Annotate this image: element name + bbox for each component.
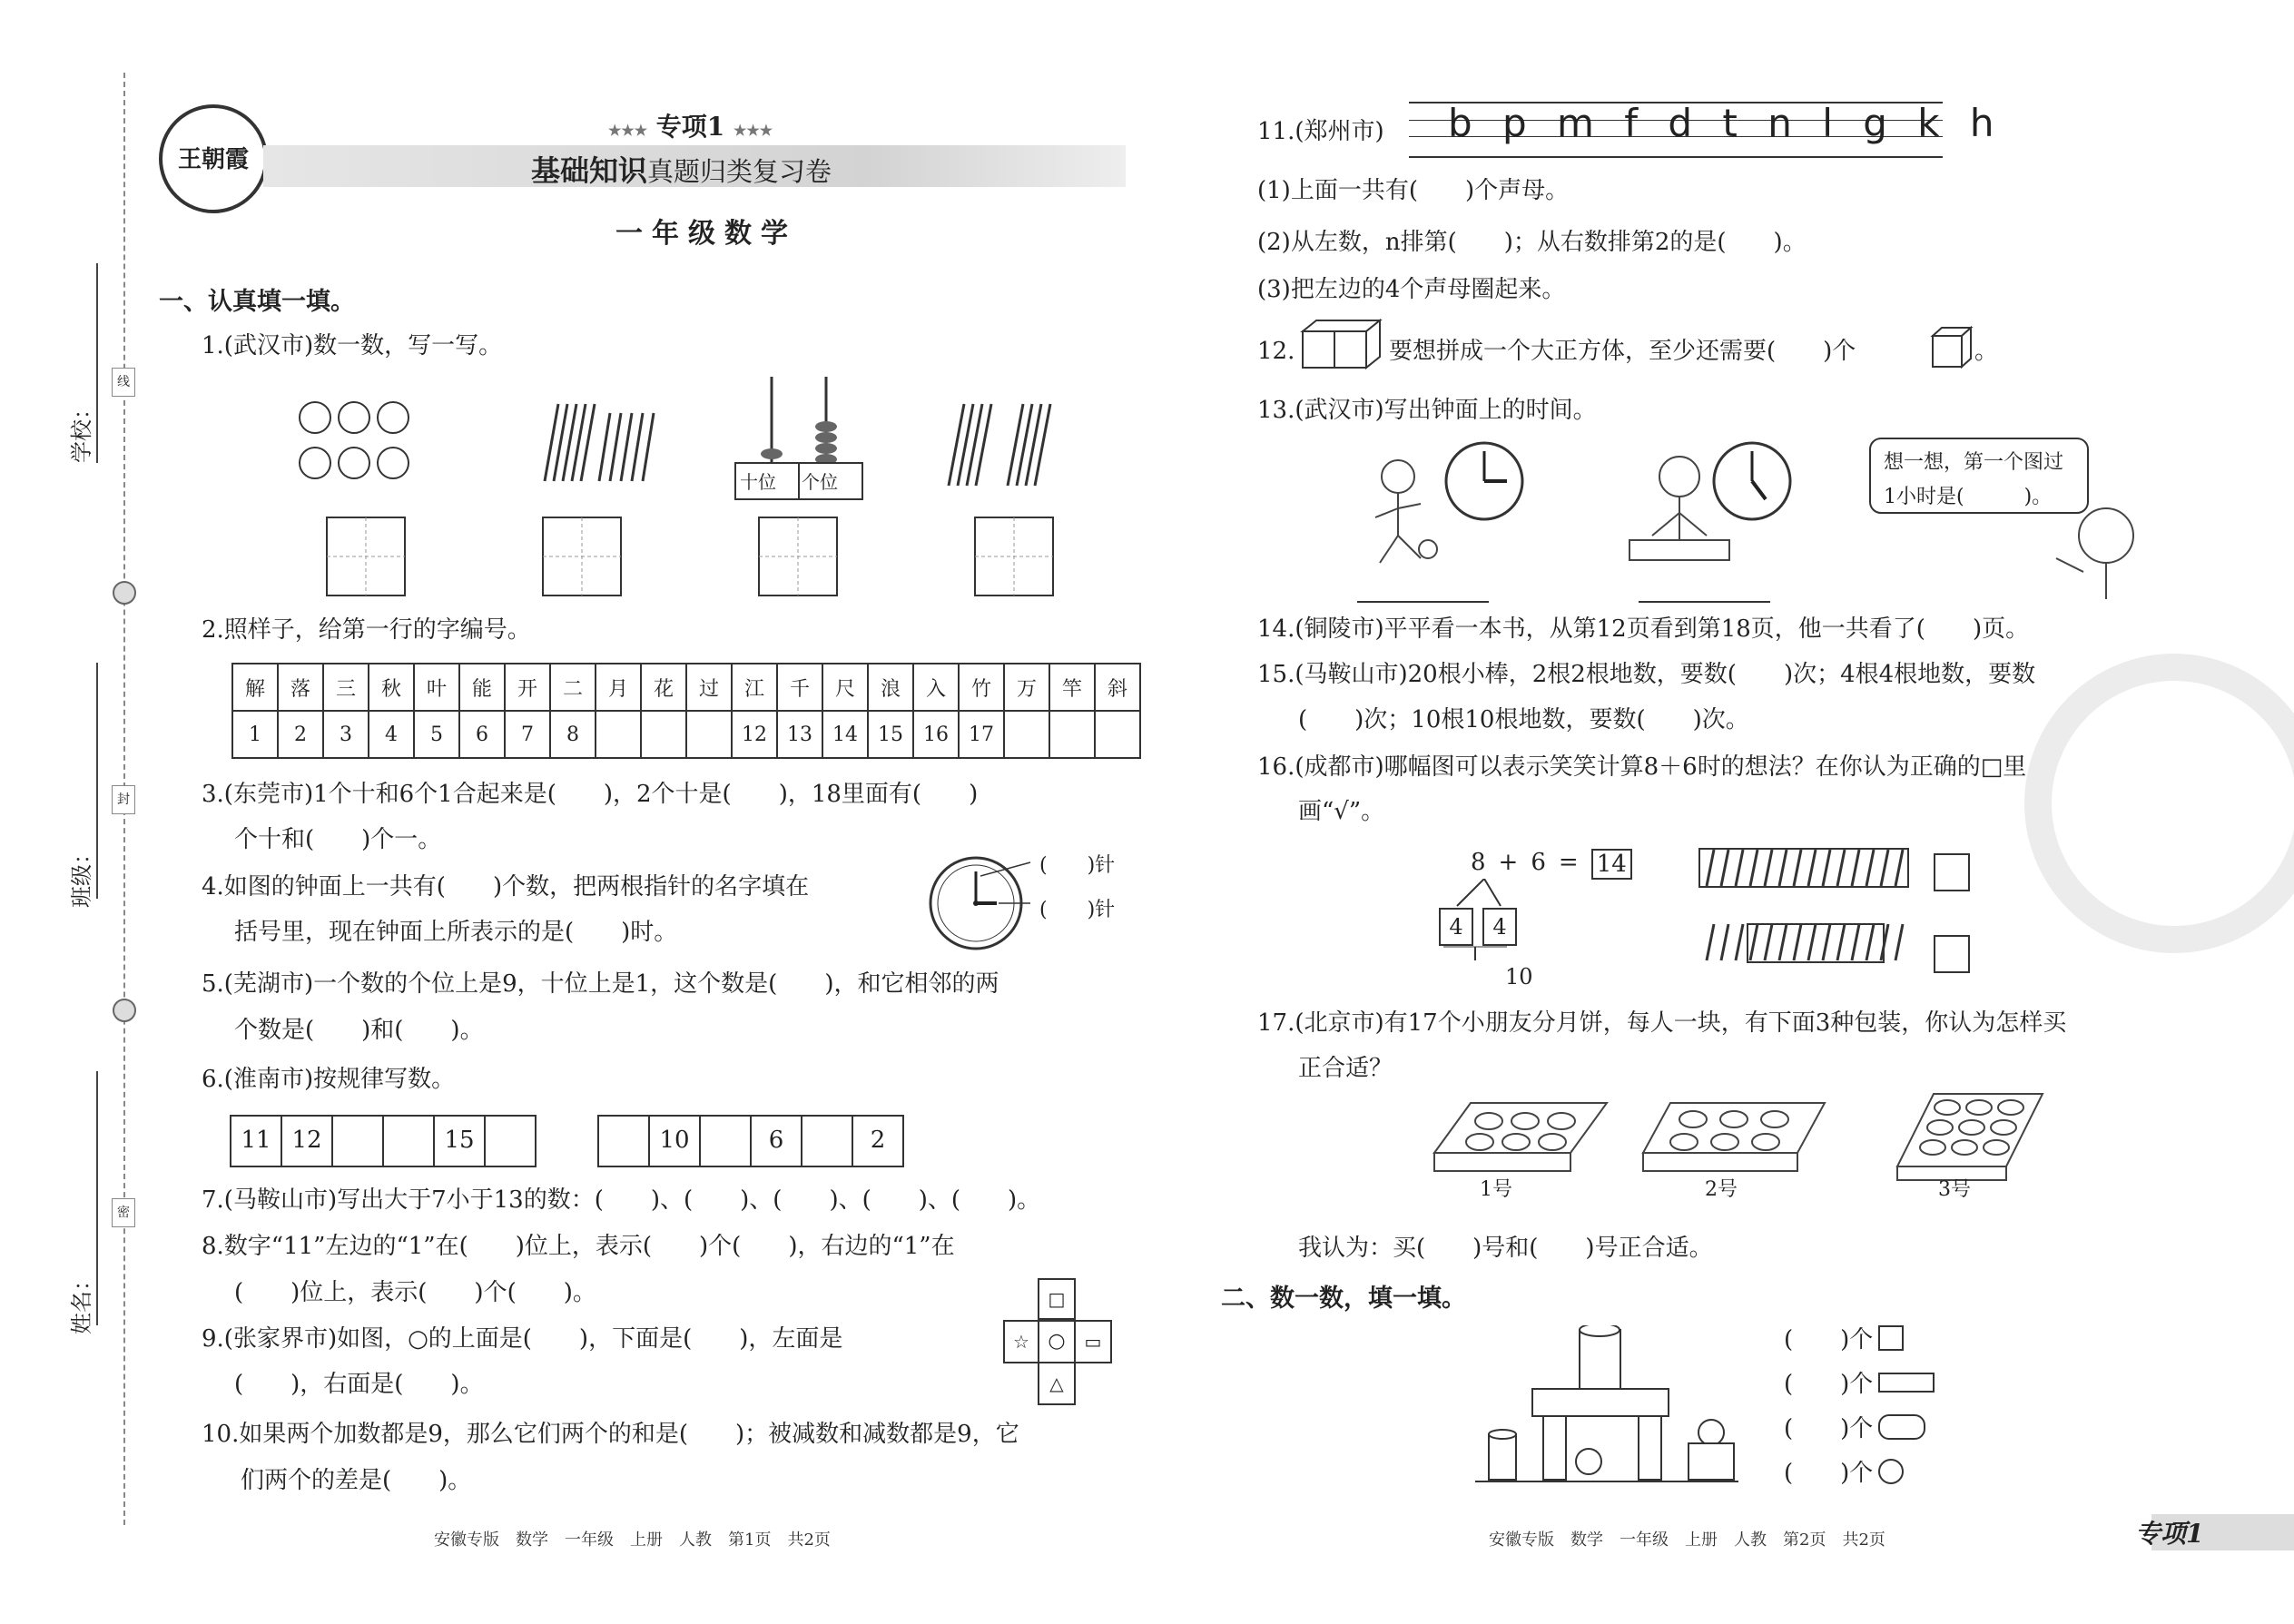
- title-bold: 基础知识: [531, 153, 648, 188]
- stick-mark: [1736, 850, 1743, 886]
- count-row-sphere: [1784, 1454, 1904, 1488]
- stick-mark: [1866, 850, 1874, 886]
- sticks-bundle-icon: [545, 404, 654, 481]
- clock-pointer-lines: [980, 858, 1035, 912]
- char-cell: 秋: [369, 664, 414, 711]
- char-cell: 斜: [1095, 664, 1140, 711]
- sequence-cell: 2: [852, 1115, 904, 1167]
- numbers-row: [232, 711, 1140, 758]
- class-label: 班级：: [69, 842, 94, 908]
- boy-playing-soccer-icon: [1375, 460, 1437, 563]
- stick-mark: [1823, 850, 1830, 886]
- question-9-line-1: 9.(张家界市)如图，○的上面是( )，下面是( )，左面是: [202, 1325, 843, 1353]
- stick-mark: [1765, 924, 1772, 960]
- shape-top: □: [1038, 1278, 1076, 1320]
- question-5-line-2: 个数是( )和( )。: [234, 1017, 484, 1044]
- question-17-answer: 我认为：买( )号和( )号正合适。: [1298, 1235, 1713, 1262]
- right-footer: 安徽专版 数学 一年级 上册 人教 第2页 共2页: [1489, 1530, 1885, 1550]
- cube-icon: [1929, 325, 1974, 370]
- stars-right: ★★★: [733, 122, 773, 139]
- stick-mark: [1808, 924, 1816, 960]
- sequence-cell: 10: [648, 1115, 701, 1167]
- cube-icon: [1878, 1325, 1904, 1351]
- page-title: [531, 148, 832, 190]
- special-tag-label: 专项1: [655, 112, 725, 142]
- sequence-cell[interactable]: [699, 1115, 752, 1167]
- number-cell[interactable]: [596, 711, 641, 758]
- shape-cross-diagram: [1003, 1278, 1112, 1409]
- school-line: [96, 263, 98, 463]
- question-6: 6.(淮南市)按规律写数。: [202, 1066, 456, 1093]
- character-number-table: [231, 663, 1141, 759]
- sequence-cell[interactable]: [382, 1115, 435, 1167]
- name-label: 姓名：: [69, 1269, 94, 1334]
- shape-left: ☆: [1003, 1320, 1039, 1363]
- shape-center: ○: [1038, 1320, 1076, 1363]
- two-cubes-icon: [1298, 318, 1389, 372]
- stick-mark: [1837, 924, 1845, 960]
- question-1: 1.(武汉市)数一数，写一写。: [202, 332, 503, 359]
- char-cell: 能: [459, 664, 505, 711]
- clock-icon-1: [1446, 443, 1522, 519]
- sticks-diagram: [1698, 844, 1915, 980]
- number-cell: 6: [459, 711, 505, 758]
- seal-mark-line: 线: [112, 368, 135, 397]
- stick-mark: [1750, 850, 1757, 886]
- clock-hand-label-2: ( )针: [1039, 899, 1116, 921]
- eq-equals: =: [1558, 849, 1579, 876]
- sequence-cell: 12: [281, 1115, 333, 1167]
- char-cell: 二: [550, 664, 596, 711]
- eq-plus: +: [1498, 849, 1519, 876]
- stick-mark: [1895, 850, 1903, 886]
- number-cell[interactable]: [1004, 711, 1049, 758]
- question-10-line-2: 们两个的差是( )。: [241, 1467, 472, 1494]
- binding-hole-icon: [113, 581, 136, 605]
- section-1-heading: 一、认真填一填。: [159, 288, 355, 316]
- stick-mark: [1707, 850, 1714, 886]
- seal-mark-secret: 密: [112, 1198, 135, 1227]
- cylinder-icon: [1878, 1414, 1925, 1440]
- answer-box-1[interactable]: [1934, 853, 1970, 891]
- char-cell: 落: [278, 664, 323, 711]
- question-2: 2.照样子，给第一行的字编号。: [202, 616, 531, 644]
- name-line: [96, 1071, 98, 1325]
- stick-mark: [1750, 924, 1757, 960]
- char-cell: 花: [641, 664, 686, 711]
- char-cell: 过: [686, 664, 732, 711]
- bubble-text-2: 1小时是( )。: [1884, 486, 2053, 508]
- char-cell: 浪: [868, 664, 913, 711]
- answer-box-2[interactable]: [1934, 935, 1970, 973]
- char-cell: 解: [232, 664, 278, 711]
- abacus-tens-label: 十位: [740, 471, 776, 493]
- peaches-icon: [300, 402, 409, 478]
- eq-a: 8: [1471, 849, 1486, 876]
- question-12-end: 。: [1974, 338, 1999, 365]
- number-cell: 1: [232, 711, 278, 758]
- number-cell: 14: [822, 711, 868, 758]
- question-3-line-2: 个十和( )个一。: [234, 826, 442, 853]
- logo-text: 王朝霞: [177, 146, 249, 173]
- shape-right: ▭: [1074, 1320, 1112, 1363]
- class-line: [96, 663, 98, 899]
- char-cell: 月: [596, 664, 641, 711]
- char-cell: 千: [777, 664, 822, 711]
- sequence-cell: 11: [230, 1115, 282, 1167]
- sequence-cell[interactable]: [484, 1115, 537, 1167]
- question-13: 13.(武汉市)写出钟面上的时间。: [1257, 397, 1597, 424]
- number-cell: 15: [868, 711, 913, 758]
- stick-mark: [1837, 850, 1845, 886]
- q1-illustrations: [281, 372, 1098, 608]
- block-structure-icon: [1471, 1325, 1743, 1498]
- stick-mark: [1852, 924, 1859, 960]
- eq-result: 14: [1591, 849, 1632, 880]
- sequence-cell[interactable]: [331, 1115, 384, 1167]
- number-cell: 4: [369, 711, 414, 758]
- char-cell: 入: [913, 664, 959, 711]
- chars-row: [232, 664, 1140, 711]
- binding-hole-icon: [113, 999, 136, 1022]
- char-cell: 开: [505, 664, 550, 711]
- number-cell[interactable]: [1095, 711, 1140, 758]
- stick-mark: [1823, 924, 1830, 960]
- number-cell: 2: [278, 711, 323, 758]
- question-11-part-3: (3)把左边的4个声母圈起来。: [1257, 276, 1566, 303]
- question-15-line-2: ( )次；10根10根地数，要数( )次。: [1298, 706, 1749, 733]
- number-cell: 7: [505, 711, 550, 758]
- title-rest: 真题归类复习卷: [647, 156, 832, 187]
- number-cell[interactable]: [1049, 711, 1095, 758]
- question-8-line-2: ( )位上，表示( )个( )。: [234, 1279, 596, 1306]
- count-label: ( )个: [1784, 1415, 1874, 1442]
- boy-thinking-icon: [2056, 508, 2133, 599]
- stick-mark: [1808, 850, 1816, 886]
- number-cell: 13: [777, 711, 822, 758]
- question-8-line-1: 8.数字“11”左边的“1”在( )位上，表示( )个( )，右边的“1”在: [202, 1233, 955, 1260]
- count-label: ( )个: [1784, 1371, 1874, 1398]
- stick-mark: [1736, 924, 1743, 960]
- question-3-line-1: 3.(东莞市)1个十和6个1合起来是( )，2个十是( )，18里面有( ): [202, 781, 979, 808]
- number-cell: 3: [323, 711, 369, 758]
- corner-tag: 专项1: [2135, 1519, 2204, 1549]
- number-cell: 12: [732, 711, 777, 758]
- char-cell: 江: [732, 664, 777, 711]
- question-11-part-2: (2)从左数，n排第( )；从右数排第2的是( )。: [1257, 229, 1807, 256]
- sequence-row-2: [599, 1115, 904, 1167]
- special-tag: [608, 107, 773, 143]
- clock-icon-2: [1714, 443, 1790, 519]
- watermark-seal: [2024, 654, 2294, 953]
- box-label-2: 2号: [1705, 1178, 1738, 1201]
- stick-mark: [1794, 924, 1801, 960]
- sphere-icon: [1878, 1459, 1904, 1484]
- school-label: 学校：: [69, 398, 94, 463]
- question-12-text: 要想拼成一个大正方体，至少还需要( )个: [1389, 338, 1856, 365]
- section-2-heading: 二、数一数，填一填。: [1221, 1284, 1466, 1313]
- mooncake-box-2: [1643, 1103, 1825, 1171]
- subject-title: 一年级数学: [615, 218, 797, 250]
- cuboid-icon: [1878, 1373, 1935, 1393]
- char-cell: 叶: [414, 664, 459, 711]
- mooncake-box-1: [1434, 1103, 1607, 1171]
- eq-b: 6: [1531, 849, 1546, 876]
- stars-left: ★★★: [608, 122, 648, 139]
- question-11-part-1: (1)上面一共有( )个声母。: [1257, 177, 1570, 204]
- char-cell: 竹: [959, 664, 1004, 711]
- count-row-cube: [1784, 1321, 1904, 1354]
- question-14: 14.(铜陵市)平平看一本书，从第12页看到第18页，他一共看了( )页。: [1257, 615, 2030, 643]
- stick-mark: [1895, 924, 1903, 960]
- stick-mark: [1881, 850, 1888, 886]
- number-cell: 17: [959, 711, 1004, 758]
- sequence-cell[interactable]: [597, 1115, 650, 1167]
- count-row-cuboid: [1784, 1365, 1935, 1399]
- split-box-2: 4: [1482, 908, 1517, 946]
- two-bundles-icon: [949, 404, 1050, 486]
- box-label-3: 3号: [1938, 1178, 1971, 1201]
- stick-mark: [1721, 850, 1728, 886]
- number-cell: 16: [913, 711, 959, 758]
- char-cell: 尺: [822, 664, 868, 711]
- number-cell[interactable]: [641, 711, 686, 758]
- abacus-ones-label: 个位: [802, 471, 838, 493]
- stick-mark: [1707, 924, 1714, 960]
- sequence-cell: 15: [433, 1115, 486, 1167]
- sequence-cell[interactable]: [801, 1115, 853, 1167]
- char-cell: 三: [323, 664, 369, 711]
- question-4-line-1: 4.如图的钟面上一共有( )个数，把两根指针的名字填在: [202, 873, 810, 901]
- stick-mark: [1779, 924, 1787, 960]
- number-cell: 5: [414, 711, 459, 758]
- seal-mark-seal: 封: [112, 785, 135, 814]
- question-7: 7.(马鞍山市)写出大于7小于13的数：( )、( )、( )、( )、( )。: [202, 1186, 1041, 1214]
- count-row-cylinder: [1784, 1410, 1925, 1443]
- pinyin-letters: b p m f d t n l g k h: [1448, 101, 2004, 145]
- shape-bottom: △: [1038, 1362, 1076, 1405]
- stick-mark: [1794, 850, 1801, 886]
- question-9-line-2: ( )，右面是( )。: [234, 1371, 484, 1398]
- left-footer: 安徽专版 数学 一年级 上册 人教 第1页 共2页: [434, 1530, 831, 1550]
- number-cell: 8: [550, 711, 596, 758]
- char-cell: 竿: [1049, 664, 1095, 711]
- writing-grid-boxes: [327, 517, 1053, 595]
- number-cell[interactable]: [686, 711, 732, 758]
- question-17-line-2: 正合适？: [1298, 1055, 1393, 1082]
- stick-mark: [1852, 850, 1859, 886]
- stick-mark: [1721, 924, 1728, 960]
- count-label: ( )个: [1784, 1326, 1874, 1353]
- question-4-line-2: 括号里，现在钟面上所表示的是( )时。: [234, 919, 678, 946]
- clock-hand-label-1: ( )针: [1039, 854, 1116, 877]
- question-15-line-1: 15.(马鞍山市)20根小棒，2根2根地数，要数( )次；4根4根地数，要数: [1257, 661, 2036, 688]
- count-label: ( )个: [1784, 1460, 1874, 1487]
- question-5-line-1: 5.(芜湖市)一个数的个位上是9，十位上是1，这个数是( )，和它相邻的两: [202, 970, 999, 998]
- question-12-prefix: 12.: [1257, 338, 1295, 365]
- split-box-1: 4: [1439, 908, 1473, 946]
- split-ten: 10: [1505, 964, 1533, 989]
- stick-mark: [1866, 924, 1874, 960]
- question-16-line-2: 画“√”。: [1298, 798, 1385, 825]
- box-label-1: 1号: [1480, 1178, 1512, 1201]
- stick-mark: [1765, 850, 1772, 886]
- question-17-line-1: 17.(北京市)有17个小朋友分月饼，每人一块，有下面3种包装，你认为怎样买: [1257, 1009, 2067, 1037]
- char-cell: 万: [1004, 664, 1049, 711]
- question-10-line-1: 10.如果两个加数都是9，那么它们两个的和是( )；被减数和减数都是9，它: [202, 1421, 1019, 1448]
- question-11: 11.(郑州市): [1257, 118, 1384, 145]
- logo: [159, 104, 268, 213]
- sequence-row-1: [231, 1115, 537, 1167]
- sequence-cell: 6: [750, 1115, 802, 1167]
- stick-mark: [1779, 850, 1787, 886]
- equation: [1471, 849, 1632, 880]
- bubble-text-1: 想一想，第一个图过: [1884, 451, 2064, 474]
- mooncake-box-3: [1897, 1094, 2043, 1180]
- question-16-line-1: 16.(成都市)哪幅图可以表示笑笑计算8＋6时的想法？在你认为正确的□里: [1257, 753, 2027, 781]
